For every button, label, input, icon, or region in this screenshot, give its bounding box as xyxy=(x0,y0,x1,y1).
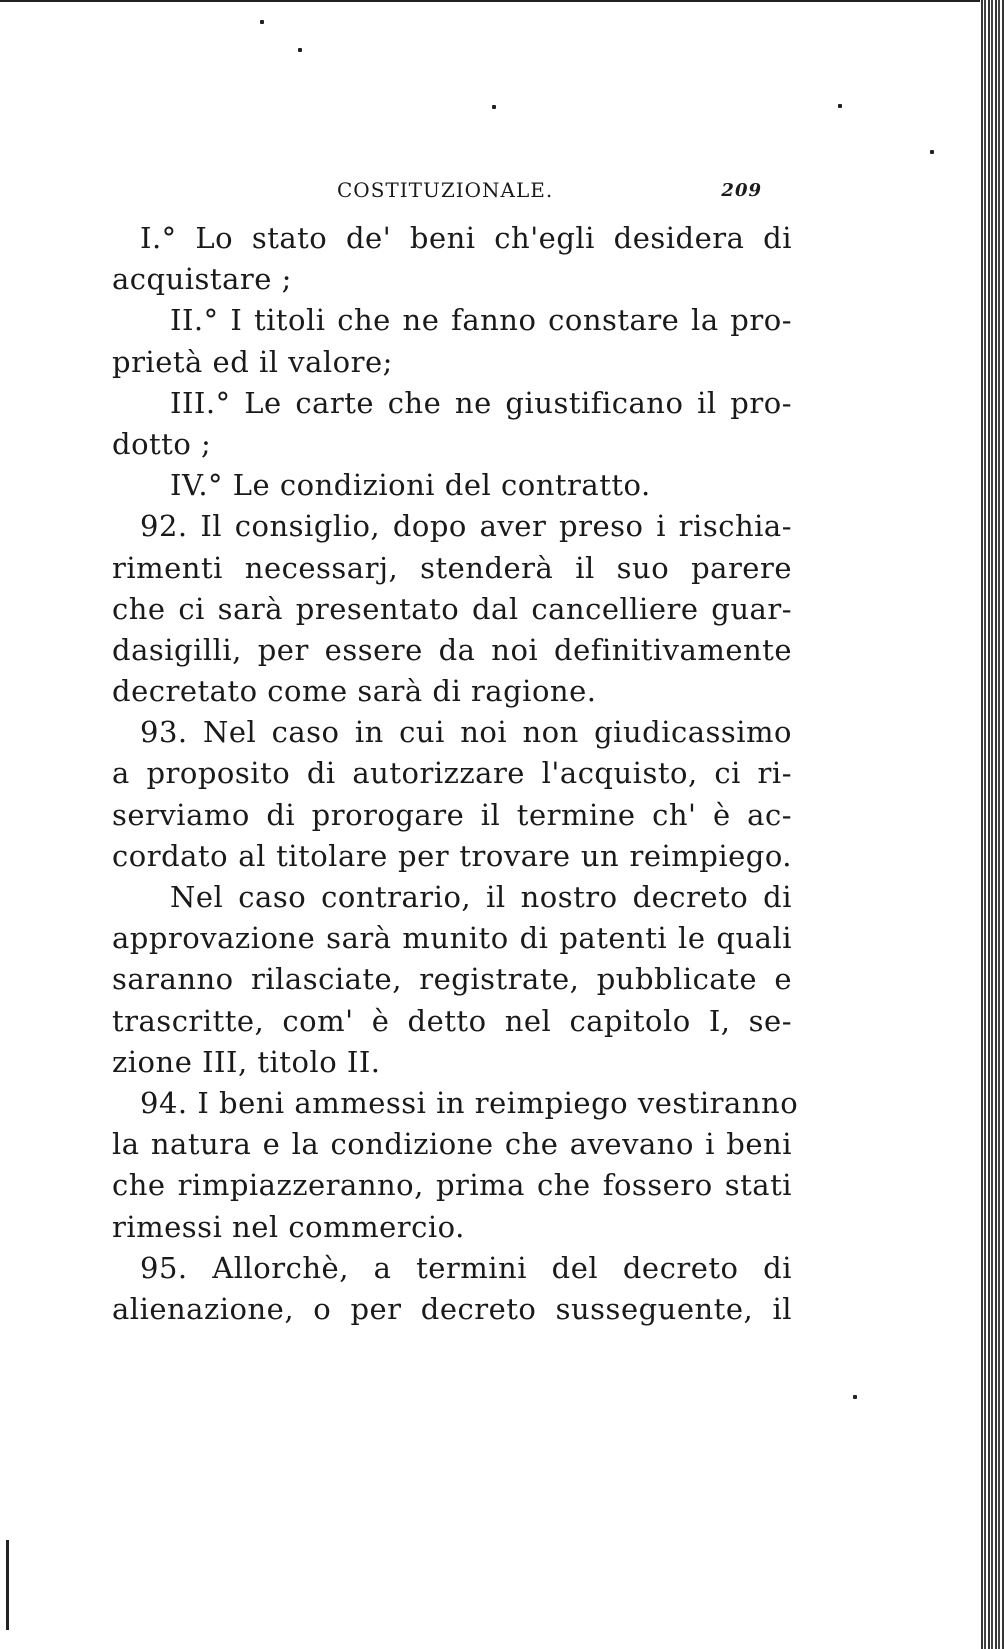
text-line: trascritte, com' è detto nel capitolo I, se- xyxy=(112,1003,792,1038)
text-line: dotto ; xyxy=(112,426,212,461)
scan-speck xyxy=(853,1395,857,1399)
scan-speck xyxy=(838,104,842,108)
scan-speck xyxy=(260,20,264,24)
text-line: alienazione, o per decreto susseguente, il xyxy=(112,1291,792,1326)
text-line: rimenti necessarj, stenderà il suo parere xyxy=(112,550,792,585)
text-line: dasigilli, per essere da noi definitivamente xyxy=(112,632,792,667)
running-head xyxy=(112,178,792,218)
text-line: a proposito di autorizzare l'acquisto, ci ri- xyxy=(112,756,792,791)
text-line: Nel caso contrario, il nostro decreto di xyxy=(170,880,792,914)
text-line: acquistare ; xyxy=(112,262,292,297)
text-line: 94. I beni ammessi in reimpiego vestiranno xyxy=(140,1085,799,1120)
text-line: III.° Le carte che ne giustificano il pro- xyxy=(170,385,792,420)
text-line: cordato al titolare per trovare un reimpiego. xyxy=(112,838,792,873)
scan-left-mark xyxy=(6,1540,9,1630)
text-line: la natura e la condizione che avevano i beni xyxy=(112,1127,792,1162)
text-line: saranno rilasciate, registrate, pubblicate e xyxy=(112,962,792,997)
text-line: 92. Il consiglio, dopo aver preso i rischia- xyxy=(140,509,792,544)
book-page xyxy=(112,178,799,1330)
text-line: I.° Lo stato de' beni ch'egli desidera di xyxy=(140,221,792,255)
text-line: che ci sarà presentato dal cancelliere guar- xyxy=(112,591,792,626)
text-line: approvazione sarà munito di patenti le quali xyxy=(112,921,792,956)
text-line: 93. Nel caso in cui noi non giudicassimo xyxy=(140,715,792,750)
scan-speck xyxy=(930,150,934,154)
text-line: decretato come sarà di ragione. xyxy=(112,674,597,709)
scan-binding-edge xyxy=(981,0,1005,1649)
text-line: che rimpiazzeranno, prima che fossero stati xyxy=(112,1168,792,1203)
text-line: zione III, titolo II. xyxy=(112,1044,381,1079)
text-line: rimessi nel commercio. xyxy=(112,1209,465,1244)
scan-top-edge xyxy=(0,0,980,8)
text-line: II.° I titoli che ne fanno constare la pro- xyxy=(170,303,792,338)
page-number: 209 xyxy=(721,180,762,201)
text-line: 95. Allorchè, a termini del decreto di xyxy=(140,1250,792,1285)
scan-speck xyxy=(492,105,496,109)
scan-speck xyxy=(298,48,302,52)
running-title: COSTITUZIONALE. xyxy=(337,178,554,202)
text-line: prietà ed il valore; xyxy=(112,344,393,379)
text-line: serviamo di prorogare il termine ch' è ac- xyxy=(112,797,792,832)
text-line: IV.° Le condizioni del contratto. xyxy=(170,468,651,503)
body-text xyxy=(112,218,799,1330)
